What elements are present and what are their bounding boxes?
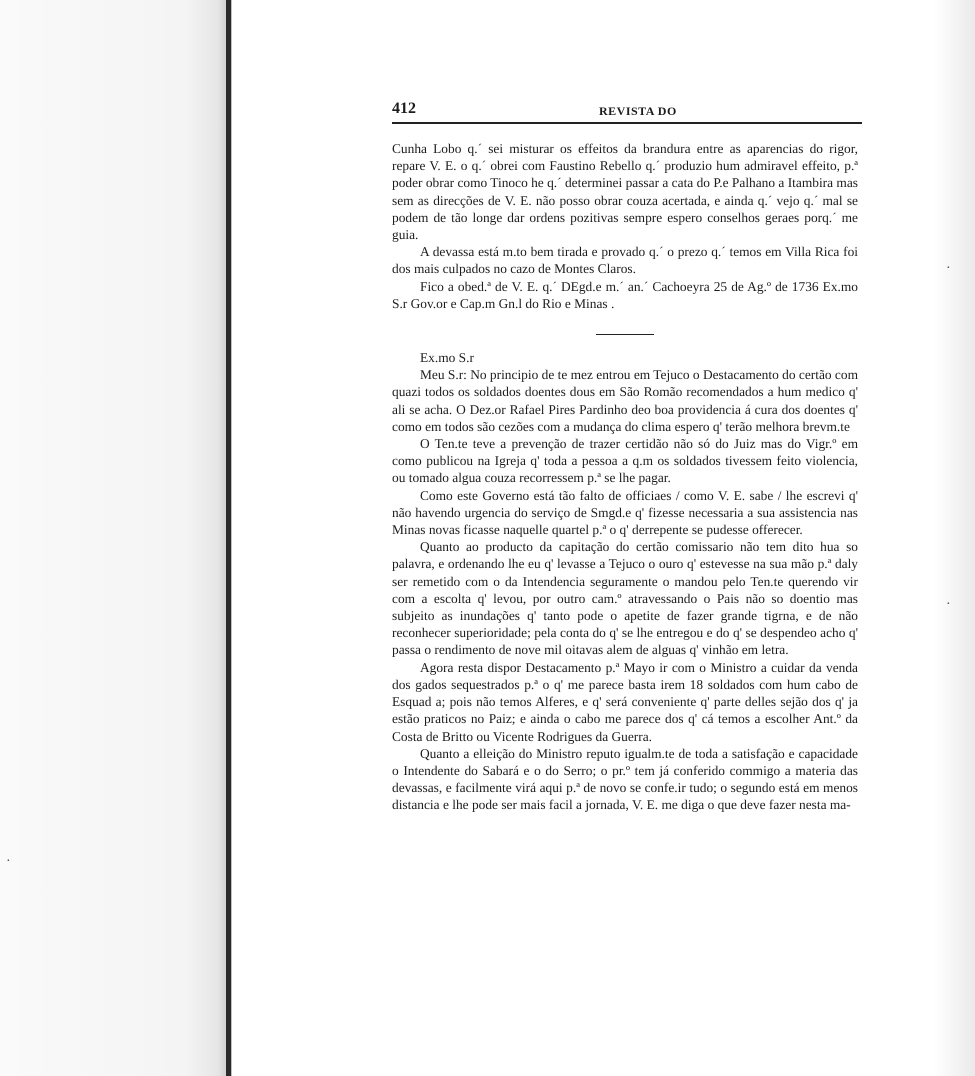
salutation: Ex.mo S.r (420, 350, 474, 366)
paragraph: Como este Governo está tão falto de officiaes / como V. E. sabe / lhe escrevi q' não havendo urgencia do serviço de Smgd.e q' fizesse necessaria a sua assistencia nas Minas novas ficasse naquelle quartel p.ª o q' derrepente se pudesse offerecer. (392, 487, 858, 538)
book-spine-shadow (0, 0, 232, 1076)
body-text (392, 140, 858, 814)
paragraph: Quanto a elleição do Ministro reputo igualm.te de toda a satisfação e capacidade o Intendente do Sabará e o do Serro; o pr.º tem já conferido commigo a materia das devassas, e facilmente virá aqui p.ª de novo se confe.ir tudo; o segundo está em menos distancia e lhe pode ser mais facil a jornada, V. E. me diga o que deve fazer nesta ma- (392, 745, 858, 813)
paragraph: Fico a obed.ª de V. E. q.´ DEgd.e m.´ an.´ Cachoeyra 25 de Ag.º de 1736 Ex.mo S.r Gov.or e Cap.m Gn.l do Rio e Minas . (392, 278, 858, 311)
page-header (392, 100, 862, 126)
paragraph: Cunha Lobo q.´ sei misturar os effeitos da brandura entre as aparencias do rigor, repare V. E. o q.´ obrei com Faustino Rebello q.´ produzio hum admiravel effeito, p.ª poder obrar como Tinoco he q.´ determinei passar a cata do P.e Palhano a Itambira mas sem as direcções de V. E. não posso obrar couza acertada, e ainda q.´ vejo q.´ mal se podem de tão longe dar ordens pozitivas sempre espero conselhos geraes porq.´ me guia. (392, 141, 858, 243)
book-gutter-line (226, 0, 231, 1076)
margin-speck: · (946, 597, 951, 612)
page-edge (933, 0, 975, 1076)
header-rule (392, 122, 862, 124)
page-number: 412 (392, 100, 416, 117)
paragraph: Meu S.r: No principio de te mez entrou em Tejuco o Destacamento do certão com quazi todos os soldados doentes dous em São Romão recomendados a hum medico q' ali se acha. O Dez.or Rafael Pires Pardinho deo boa providencia á cura dos doentes q' como em todos são cezões com a mudança do clima espero q' terão melhora brevm.te (392, 367, 858, 434)
paragraph: O Ten.te teve a prevenção de trazer certidão não só do Juiz mas do Vigr.º em como publicou na Igreja q' toda a pessoa a q.m os soldados tivessem feito violencia, ou tomado algua couza recorressem p.ª se lhe pagar. (392, 436, 858, 486)
margin-speck: · (6, 854, 11, 869)
running-title: REVISTA DO (599, 104, 677, 118)
paragraph: Agora resta dispor Destacamento p.ª Mayo ir com o Ministro a cuidar da venda dos gados sequestrados p.ª o q' me parece basta irem 18 soldados com hum cabo de Esquad a; pois não temos Alferes, e q' será conveniente q' parte delles sejão dos q' ja estão praticos no Paiz; e ainda o cabo me parece dos q' cá temos a escolher Ant.º da Costa de Britto ou Vicente Rodrigues da Guerra. (392, 659, 858, 744)
paragraph: A devassa está m.to bem tirada e provado q.´ o prezo q.´ temos em Villa Rica foi dos mais culpados no cazo de Montes Claros. (392, 244, 858, 277)
section-divider (596, 334, 654, 335)
margin-speck: · (946, 261, 951, 276)
paragraph: Quanto ao producto da capitação do certão comissario não tem dito hua so palavra, e ordenando lhe eu q' levasse a Tejuco o ouro q' estevesse na sua mão p.ª daly ser remetido com o da Intendencia seguramente o mandou pelo Ten.te querendo vir com a escolta q' levou, por outro cam.º atravessando o Pais não so doentio mas subjeito as inundações q' tanto pode o apetite de fazer grande tigrna, e de não reconhecer superioridade; pela conta do q' se lhe entregou e do q' se despendeo acho q' passa o rendimento de nove mil oitavas alem de alguas q' vinhão em letra. (392, 539, 858, 658)
